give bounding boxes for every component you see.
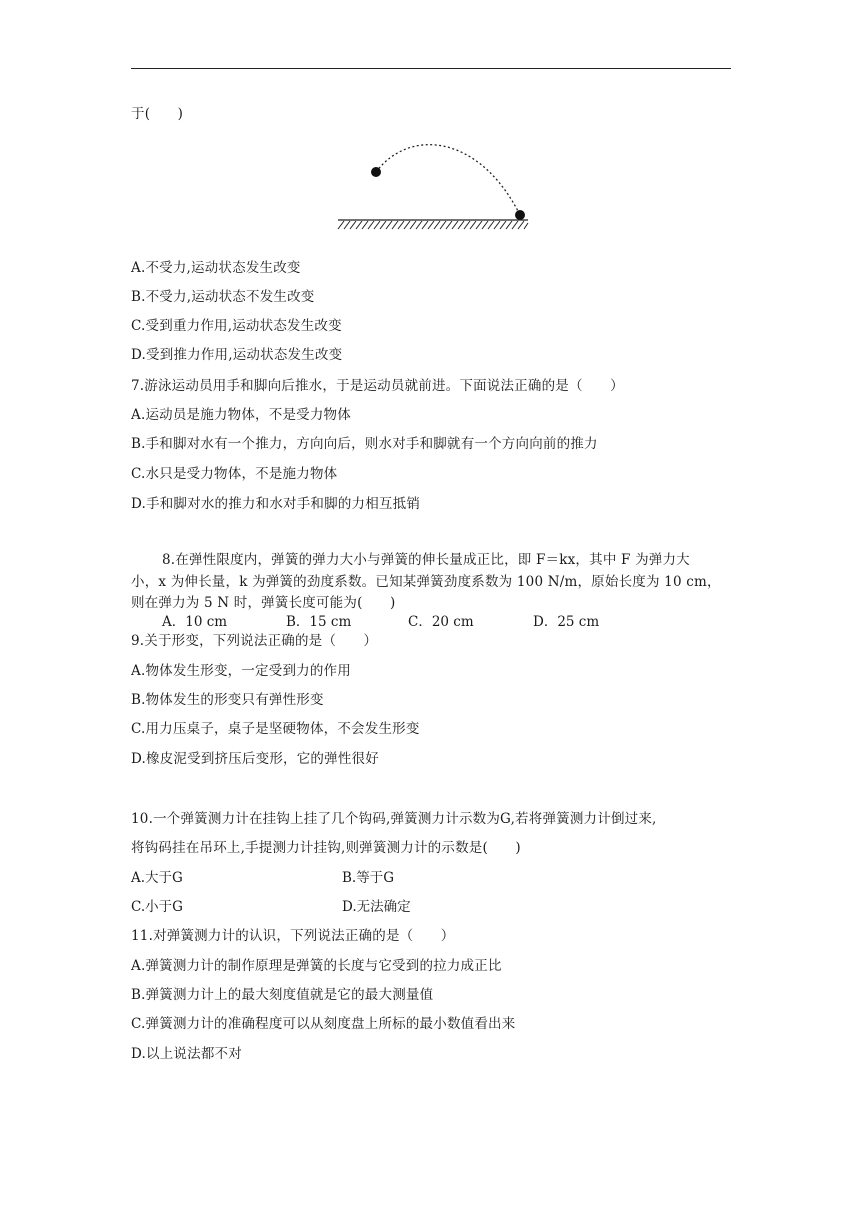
projectile-figure: [330, 135, 540, 235]
q10-option-a: A.大于G: [131, 870, 183, 886]
q7-option-d: D.手和脚对水的推力和水对手和脚的力相互抵销: [131, 496, 421, 512]
q10-stem-line1: 10.一个弹簧测力计在挂钩上挂了几个钩码,弹簧测力计示数为G,若将弹簧测力计倒过来,: [131, 811, 657, 827]
q8-option-a: A．10 cm: [162, 614, 228, 630]
ground-hatching: [338, 221, 528, 229]
q8-option-d: D．25 cm: [533, 614, 600, 630]
q6-option-d: D.受到推力作用,运动状态发生改变: [131, 347, 343, 363]
q6-option-c: C.受到重力作用,运动状态发生改变: [131, 318, 342, 334]
q10-option-d: D.无法确定: [342, 899, 411, 915]
q6-option-a: A.不受力,运动状态发生改变: [131, 260, 301, 276]
q7-stem: 7.游泳运动员用手和脚向后推水，于是运动员就前进。下面说法正确的是（ ）: [131, 378, 624, 394]
header-rule: [131, 68, 731, 69]
q9-option-b: B.物体发生的形变只有弹性形变: [131, 692, 324, 708]
q8-option-c: C．20 cm: [408, 614, 474, 630]
ball-end: [515, 210, 525, 220]
q8-stem-line3: 则在弹力为 5 N 时，弹簧长度可能为( ): [131, 595, 396, 611]
q9-option-a: A.物体发生形变，一定受到力的作用: [131, 663, 351, 679]
q8-stem-line1: 8.在弹性限度内，弹簧的弹力大小与弹簧的伸长量成正比，即 F＝kx，其中 F 为弹力大: [162, 552, 690, 568]
q11-option-d: D.以上说法都不对: [131, 1046, 242, 1062]
ball-start: [371, 167, 381, 177]
q6-option-b: B.不受力,运动状态不发生改变: [131, 289, 315, 305]
q11-stem: 11.对弹簧测力计的认识，下列说法正确的是（ ）: [131, 928, 455, 944]
q9-option-c: C.用力压桌子，桌子是坚硬物体，不会发生形变: [131, 721, 420, 737]
q9-stem: 9.关于形变，下列说法正确的是（ ）: [131, 633, 378, 649]
q7-option-c: C.水只是受力物体，不是施力物体: [131, 466, 338, 482]
q7-option-a: A.运动员是施力物体，不是受力物体: [131, 407, 351, 423]
q11-option-b: B.弹簧测力计上的最大刻度值就是它的最大测量值: [131, 987, 434, 1003]
q8-stem-line2: 小，x 为伸长量，k 为弹簧的劲度系数。已知某弹簧劲度系数为 100 N/m，原始长度为 10 cm，: [131, 574, 721, 590]
q9-option-d: D.橡皮泥受到挤压后变形，它的弹性很好: [131, 751, 379, 767]
q8-option-b: B．15 cm: [286, 614, 352, 630]
q11-option-a: A.弹簧测力计的制作原理是弹簧的长度与它受到的拉力成正比: [131, 958, 502, 974]
q10-option-b: B.等于G: [342, 870, 394, 886]
q10-stem-line2: 将钩码挂在吊环上,手提测力计挂钩,则弹簧测力计的示数是( ): [131, 840, 521, 856]
q10-option-c: C.小于G: [131, 899, 183, 915]
q6-stem-tail: 于( ): [131, 106, 184, 122]
q7-option-b: B.手和脚对水有一个推力，方向向后，则水对手和脚就有一个方向向前的推力: [131, 436, 598, 452]
trajectory-curve: [376, 145, 520, 215]
q11-option-c: C.弹簧测力计的准确程度可以从刻度盘上所标的最小数值看出来: [131, 1016, 516, 1032]
